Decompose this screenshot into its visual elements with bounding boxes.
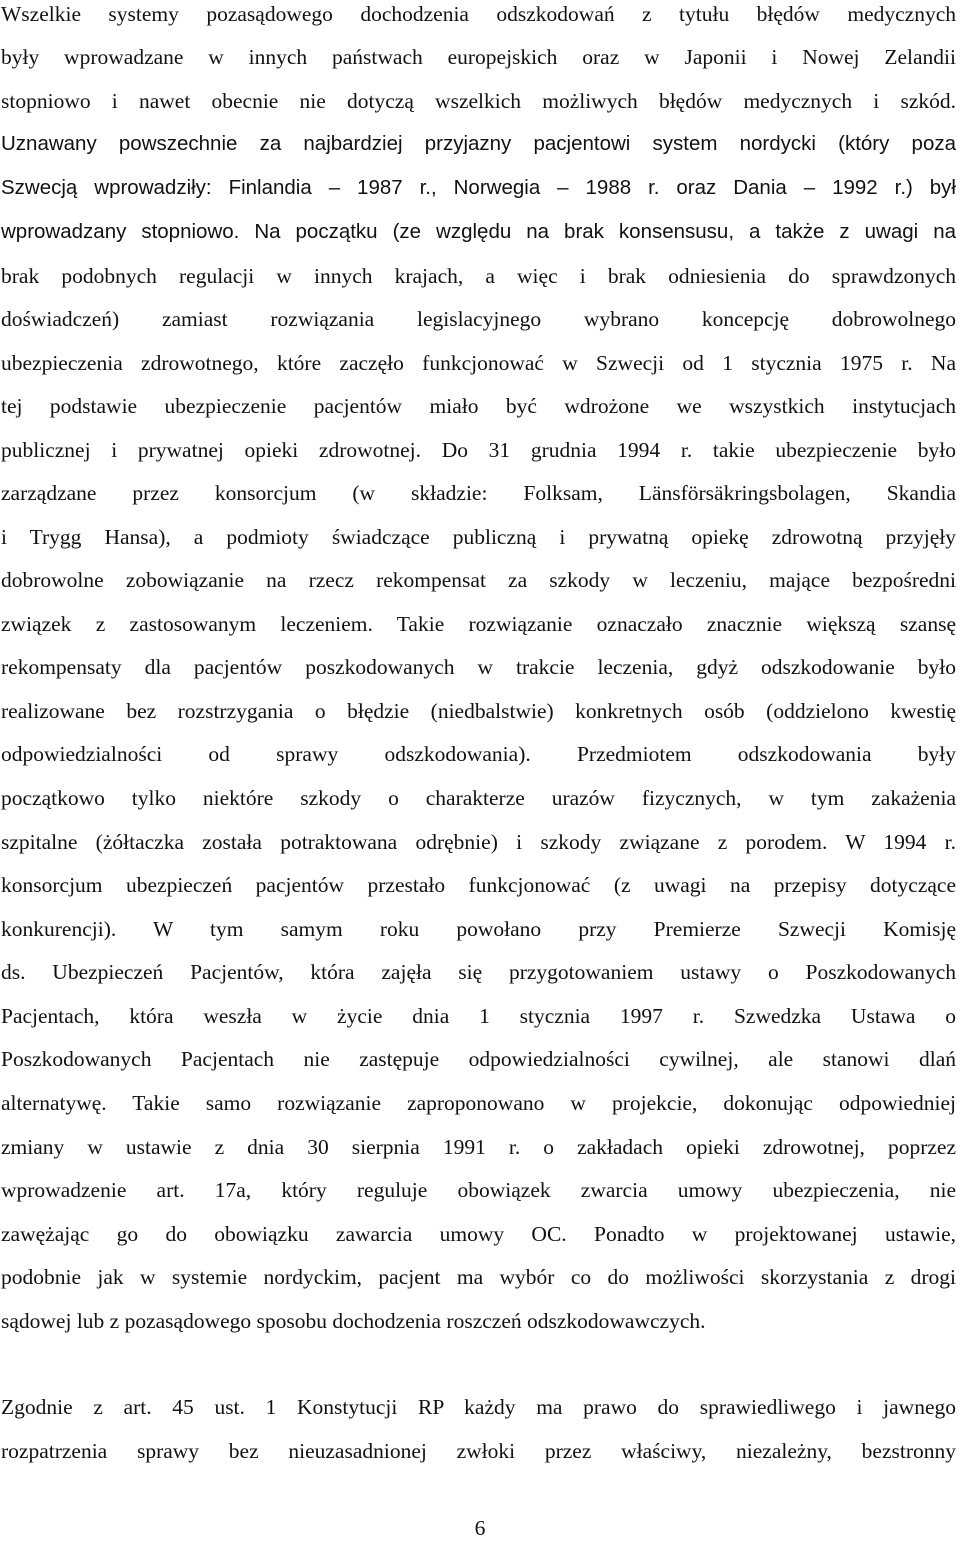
text-line: doświadczeń) zamiast rozwiązania legislacyjnego wybrano koncepcję dobrowolnego bbox=[1, 307, 956, 331]
text-line: rekompensaty dla pacjentów poszkodowanych w trakcie leczenia, gdyż odszkodowanie było bbox=[1, 655, 956, 679]
text-line: zawężając go do obowiązku zawarcia umowy OC. Ponadto w projektowanej ustawie, bbox=[1, 1222, 956, 1246]
text-line: Wszelkie systemy pozasądowego dochodzenia odszkodowań z tytułu błędów medycznych bbox=[1, 2, 956, 26]
text-line: początkowo tylko niektóre szkody o charakterze urazów fizycznych, w tym zakażenia bbox=[1, 786, 956, 810]
text-line: realizowane bez rozstrzygania o błędzie (niedbalstwie) konkretnych osób (oddzielono kwestię bbox=[1, 699, 956, 723]
text-line: zarządzane przez konsorcjum (w składzie: Folksam, Länsförsäkringsbolagen, Skandia bbox=[1, 481, 956, 505]
text-line: Poszkodowanych Pacjentach nie zastępuje odpowiedzialności cywilnej, ale stanowi dlań bbox=[1, 1047, 956, 1071]
text-line: wprowadzenie art. 17a, który reguluje obowiązek zwarcia umowy ubezpieczenia, nie bbox=[1, 1178, 956, 1202]
text-line: ds. Ubezpieczeń Pacjentów, która zajęła się przygotowaniem ustawy o Poszkodowanych bbox=[1, 960, 956, 984]
text-line: ubezpieczenia zdrowotnego, które zaczęło funkcjonować w Szwecji od 1 stycznia 1975 r. Na bbox=[1, 351, 956, 375]
text-line: związek z zastosowanym leczeniem. Takie rozwiązanie oznaczało znacznie większą szansę bbox=[1, 612, 956, 636]
text-line: rozpatrzenia sprawy bez nieuzasadnionej zwłoki przez właściwy, niezależny, bezstronny bbox=[1, 1439, 956, 1463]
text-line: stopniowo i nawet obecnie nie dotyczą wszelkich możliwych błędów medycznych i szkód. bbox=[1, 89, 956, 113]
text-line: odpowiedzialności od sprawy odszkodowania). Przedmiotem odszkodowania były bbox=[1, 742, 956, 766]
text-line: tej podstawie ubezpieczenie pacjentów miało być wdrożone we wszystkich instytucjach bbox=[1, 394, 956, 418]
text-line: publicznej i prywatnej opieki zdrowotnej. Do 31 grudnia 1994 r. takie ubezpieczenie było bbox=[1, 438, 956, 462]
text-line: konkurencji). W tym samym roku powołano przy Premierze Szwecji Komisję bbox=[1, 917, 956, 941]
text-line: sądowej lub z pozasądowego sposobu dochodzenia roszczeń odszkodowawczych. bbox=[1, 1309, 706, 1333]
text-line: Pacjentach, która weszła w życie dnia 1 stycznia 1997 r. Szwedzka Ustawa o bbox=[1, 1004, 956, 1028]
text-line: dobrowolne zobowiązanie na rzecz rekompensat za szkody w leczeniu, mające bezpośredni bbox=[1, 568, 956, 592]
text-line: i Trygg Hansa), a podmioty świadczące publiczną i prywatną opiekę zdrowotną przyjęły bbox=[1, 525, 956, 549]
text-line: szpitalne (żółtaczka została potraktowana odrębnie) i szkody związane z porodem. W 1994 r. bbox=[1, 830, 956, 854]
text-line: alternatywę. Takie samo rozwiązanie zaproponowano w projekcie, dokonując odpowiedniej bbox=[1, 1091, 956, 1115]
text-line: konsorcjum ubezpieczeń pacjentów przestało funkcjonować (z uwagi na przepisy dotyczące bbox=[1, 873, 956, 897]
text-line: zmiany w ustawie z dnia 30 sierpnia 1991 r. o zakładach opieki zdrowotnej, poprzez bbox=[1, 1135, 956, 1159]
text-line: wprowadzany stopniowo. Na początku (ze względu na brak konsensusu, a także z uwagi na bbox=[1, 220, 956, 243]
text-line: podobnie jak w systemie nordyckim, pacjent ma wybór co do możliwości skorzystania z drogi bbox=[1, 1265, 956, 1289]
text-line: były wprowadzane w innych państwach europejskich oraz w Japonii i Nowej Zelandii bbox=[1, 45, 956, 69]
page-number: 6 bbox=[474, 1516, 486, 1540]
text-line: brak podobnych regulacji w innych krajach, a więc i brak odniesienia do sprawdzonych bbox=[1, 264, 956, 288]
text-line: Uznawany powszechnie za najbardziej przyjazny pacjentowi system nordycki (który poza bbox=[1, 132, 956, 155]
text-line: Zgodnie z art. 45 ust. 1 Konstytucji RP każdy ma prawo do sprawiedliwego i jawnego bbox=[1, 1395, 956, 1419]
text-line: Szwecją wprowadziły: Finlandia – 1987 r., Norwegia – 1988 r. oraz Dania – 1992 r.) był bbox=[1, 176, 956, 199]
